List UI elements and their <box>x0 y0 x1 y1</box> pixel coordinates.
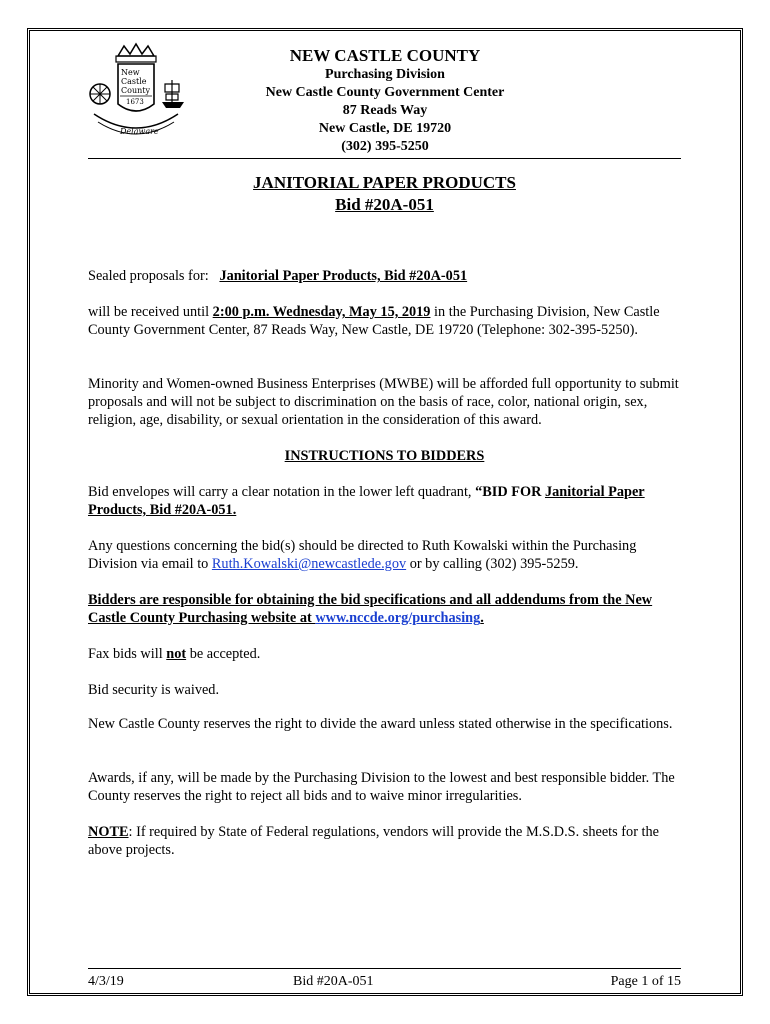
note-text: : If required by State of Federal regulations, vendors will provide the M.S.D.S. sheets for the above projects. <box>88 824 659 858</box>
questions-paragraph <box>88 537 681 573</box>
letterhead <box>230 46 540 156</box>
envelopes-paragraph <box>88 483 681 519</box>
title-line: JANITORIAL PAPER PRODUCTS <box>253 173 516 192</box>
note-paragraph <box>88 823 681 859</box>
svg-text:Castle: Castle <box>121 77 147 86</box>
letterhead-line: New Castle, DE 19720 <box>318 121 452 136</box>
footer-page-number: Page 1 of 15 <box>610 974 681 989</box>
footer-date: 4/3/19 <box>88 974 124 989</box>
fax-suffix: be accepted. <box>186 646 261 662</box>
svg-text:New: New <box>121 68 140 77</box>
letterhead-line: 87 Reads Way <box>342 103 428 118</box>
security-paragraph: Bid security is waived. <box>88 682 220 698</box>
mwbe-paragraph: Minority and Women-owned Business Enterprises (MWBE) will be afforded full opportunity to submit proposals and will not be subject to discrimination on the basis of race, color, national origin, sex, religion, age, disability, or sexual orientation in the consideration of this award. <box>88 376 679 428</box>
sealed-proposals <box>88 267 681 285</box>
footer-bid-number: Bid #20A-051 <box>293 974 374 989</box>
seal-ribbon-text: Delaware <box>120 127 159 136</box>
county-name: NEW CASTLE COUNTY <box>289 46 481 65</box>
bid-number-title: Bid #20A-051 <box>335 195 434 214</box>
fax-paragraph <box>88 645 681 663</box>
deadline: 2:00 p.m. Wednesday, May 15, 2019 <box>212 304 431 320</box>
responsible-end: . <box>480 610 484 626</box>
svg-text:County: County <box>121 86 150 95</box>
footer-divider <box>88 968 681 969</box>
envelopes-prefix: Bid envelopes will carry a clear notation in the lower left quadrant, <box>88 484 476 500</box>
questions-prefix: Any questions concerning the bid(s) should be directed to Ruth Kowalski within the Purchasing Division via email to <box>88 538 637 572</box>
received-prefix: will be received until <box>88 304 213 320</box>
received-paragraph <box>88 303 681 339</box>
purchasing-website-link[interactable]: www.nccde.org/purchasing <box>315 610 481 626</box>
contact-email-link[interactable]: Ruth.Kowalski@newcastlede.gov <box>211 556 407 572</box>
letterhead-line: (302) 395-5250 <box>341 139 429 154</box>
awards-paragraph: Awards, if any, will be made by the Purchasing Division to the lowest and best responsible bidder. The County reserves the right to reject all bids and to waive minor irregularities. <box>88 770 675 804</box>
letterhead-line: Purchasing Division <box>325 67 445 82</box>
header-divider <box>88 158 681 159</box>
document-title <box>88 172 681 216</box>
instructions-heading <box>88 447 681 465</box>
divide-paragraph: New Castle County reserves the right to divide the award unless stated otherwise in the specifications. <box>88 716 673 732</box>
envelopes-bid-name: Janitorial Paper Products, Bid #20A-051. <box>88 484 645 518</box>
sealed-label: Sealed proposals for: <box>88 268 209 284</box>
responsible-paragraph <box>88 591 681 627</box>
instructions-heading-text: INSTRUCTIONS TO BIDDERS <box>284 448 485 464</box>
sealed-value: Janitorial Paper Products, Bid #20A-051 <box>219 268 468 284</box>
svg-text:1673: 1673 <box>126 98 144 106</box>
fax-prefix: Fax bids will <box>88 646 167 662</box>
note-label: NOTE <box>88 824 129 840</box>
county-seal-logo <box>80 42 192 144</box>
letterhead-line: New Castle County Government Center <box>265 85 505 100</box>
envelopes-bold: “BID FOR <box>475 484 545 500</box>
received-suffix: in the Purchasing Division, New Castle County Government Center, 87 Reads Way, New Castle, DE 19720 (Telephone: 302-395-5250). <box>88 304 660 338</box>
fax-not: not <box>166 646 187 662</box>
questions-suffix: or by calling (302) 395-5259. <box>406 556 579 572</box>
responsible-text: Bidders are responsible for obtaining the bid specifications and all addendums from the New Castle County Purchasing website at <box>88 592 653 626</box>
